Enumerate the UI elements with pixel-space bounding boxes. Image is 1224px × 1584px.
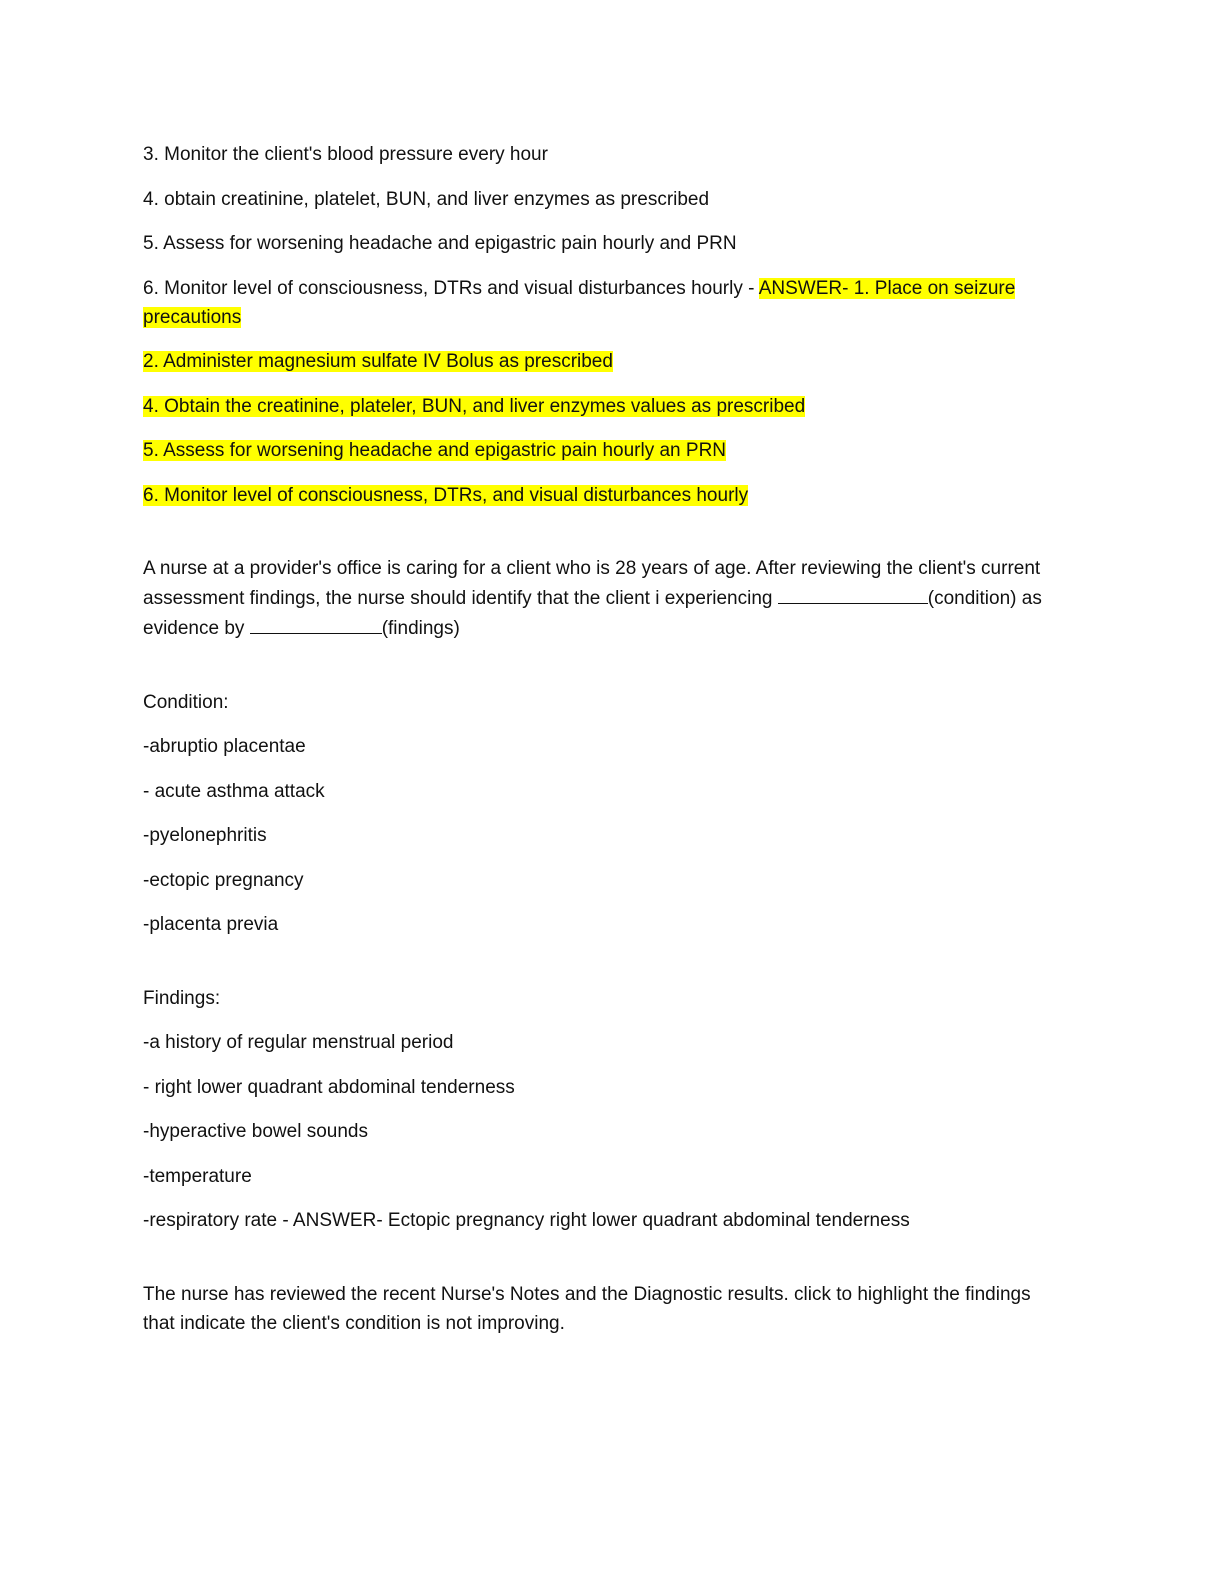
- spacer: [143, 1251, 1053, 1280]
- q2-stem: A nurse at a provider's office is caring for a client who is 28 years of age. After reviewing the client's current assessment findings, the nurse should identify that the client i experiencing (condition) as evidence by (findings): [143, 558, 1042, 639]
- q1-answer-2: 2. Administer magnesium sulfate IV Bolus as prescribed: [143, 351, 613, 372]
- q3-stem: The nurse has reviewed the recent Nurse's Notes and the Diagnostic results. click to highlight the findings that indicate the client's condition is not improving.: [143, 1283, 1031, 1334]
- findings-heading: Findings:: [143, 987, 221, 1009]
- q1-item-3: 3. Monitor the client's blood pressure every hour: [143, 144, 548, 165]
- q1-item-4: 4. obtain creatinine, platelet, BUN, and liver enzymes as prescribed: [143, 188, 710, 210]
- q1-item-6-with-answer: [143, 274, 1053, 332]
- finding-option-with-answer: -respiratory rate - ANSWER- Ectopic pregnancy right lower quadrant abdominal tenderness: [143, 1210, 910, 1231]
- spacer: [143, 525, 1053, 554]
- condition-option: -pyelonephritis: [143, 825, 267, 846]
- q1-answer-intro: ANSWER- 1. Place on seizure precautions: [143, 277, 1016, 328]
- condition-option: -ectopic pregnancy: [143, 869, 304, 891]
- q1-answer-5: 5. Assess for worsening headache and epigastric pain hourly an PRN: [143, 440, 727, 461]
- finding-option: -temperature: [143, 1165, 252, 1187]
- spacer: [143, 955, 1053, 984]
- condition-option: -placenta previa: [143, 914, 279, 935]
- document-page: [143, 140, 1053, 1353]
- condition-blank: [778, 583, 928, 604]
- q1-answer-6: 6. Monitor level of consciousness, DTRs, and visual disturbances hourly: [143, 484, 749, 506]
- finding-option: -a history of regular menstrual period: [143, 1032, 454, 1053]
- condition-option: -abruptio placentae: [143, 736, 306, 757]
- finding-option: - right lower quadrant abdominal tenderness: [143, 1076, 515, 1098]
- q1-item-6: 6. Monitor level of consciousness, DTRs and visual disturbances hourly -: [143, 277, 759, 299]
- condition-heading: Condition:: [143, 691, 229, 713]
- q1-item-5: 5. Assess for worsening headache and epigastric pain hourly and PRN: [143, 233, 737, 254]
- findings-blank: [250, 613, 382, 634]
- spacer: [143, 659, 1053, 688]
- q1-answer-4: 4. Obtain the creatinine, plateler, BUN, and liver enzymes values as prescribed: [143, 395, 806, 417]
- finding-option: -hyperactive bowel sounds: [143, 1121, 368, 1142]
- condition-option: - acute asthma attack: [143, 780, 325, 802]
